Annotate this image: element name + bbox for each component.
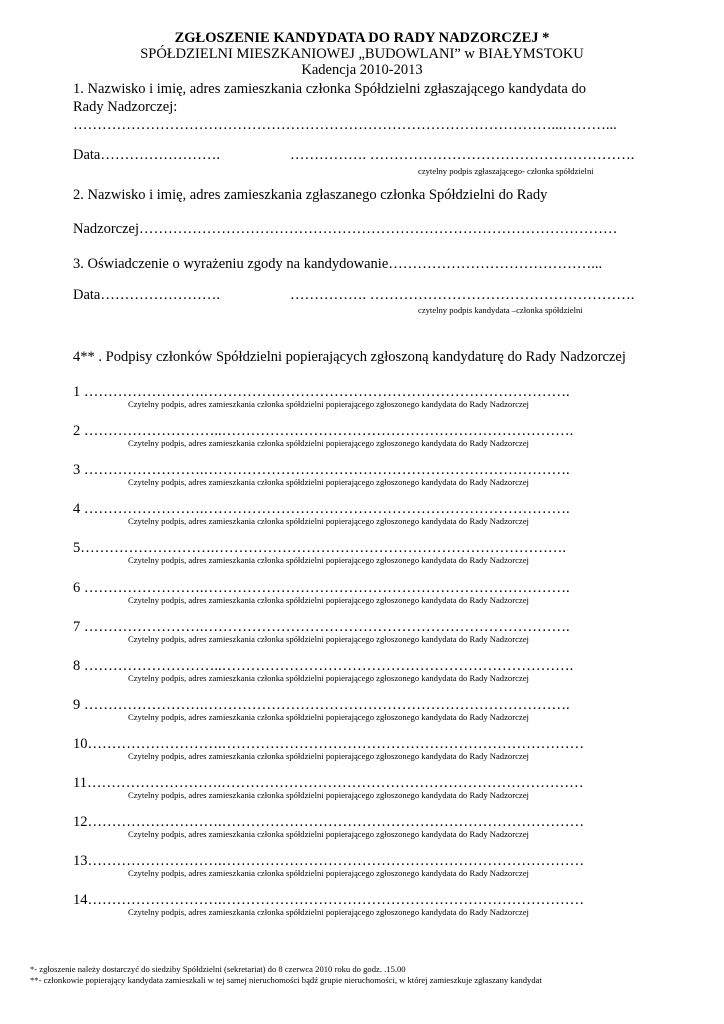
form-subtitle: SPÓŁDZIELNI MIESZKANIOWEJ „BUDOWLANI” w BIAŁYMSTOKU <box>140 46 584 62</box>
row-number: 12 <box>73 814 88 831</box>
section3-label[interactable]: 3. Oświadczenie o wyrażeniu zgody na kandydowanie……………………………………... <box>73 256 603 272</box>
row-number: 7 <box>73 618 81 635</box>
signature-fill-line[interactable]: …………………….…………………………………………………………………. <box>80 462 570 479</box>
signature-caption: Czytelny podpis, adres zamieszkania członka spółdzielni popierającego zgłoszonego kandydata do Rady Nadzorczej <box>128 790 529 800</box>
row-number: 13 <box>73 853 88 870</box>
section1-label: 1. Nazwisko i imię, adres zamieszkania członka Spółdzielni zgłaszającego kandydata do <box>73 81 586 97</box>
signature-fill-line[interactable]: ……………………….………………………………………………………………… <box>87 814 585 831</box>
signature-caption: Czytelny podpis, adres zamieszkania członka spółdzielni popierającego zgłoszonego kandydata do Rady Nadzorczej <box>128 829 529 840</box>
row-number: 10 <box>73 735 88 752</box>
row-number: 2 <box>73 423 81 440</box>
row-number: 1 <box>73 384 81 400</box>
signature-fill-line[interactable]: ……………………….………………………………………………………………… <box>87 853 585 870</box>
signature-caption: Czytelny podpis, adres zamieszkania członka spółdzielni popierającego zgłoszonego kandydata do Rady Nadzorczej <box>128 711 529 722</box>
row-number: 11 <box>73 775 87 791</box>
row-number: 3 <box>73 462 81 479</box>
section3-signature-field[interactable]: ……………. ………………………………………………. <box>290 287 635 303</box>
signature-fill-line[interactable]: …………………….…………………………………………………………………. <box>80 618 570 635</box>
form-term: Kadencja 2010-2013 <box>301 62 423 78</box>
row-number: 14 <box>73 892 88 909</box>
section1-label-cont: Rady Nadzorczej: <box>73 99 178 115</box>
signature-fill-line[interactable]: ………………………..………………………………………………………………. <box>80 657 574 674</box>
section1-signature-field[interactable]: ……………. ………………………………………………. <box>290 147 635 163</box>
signature-caption: Czytelny podpis, adres zamieszkania członka spółdzielni popierającego zgłoszonego kandydata do Rady Nadzorczej <box>128 438 529 449</box>
signature-caption: Czytelny podpis, adres zamieszkania członka spółdzielni popierającego zgłoszonego kandydata do Rady Nadzorczej <box>128 868 529 879</box>
signature-caption: Czytelny podpis, adres zamieszkania członka spółdzielni popierającego zgłoszonego kandydata do Rady Nadzorczej <box>128 555 529 566</box>
signature-caption: Czytelny podpis, adres zamieszkania członka spółdzielni popierającego zgłoszonego kandydata do Rady Nadzorczej <box>128 399 529 409</box>
signature-fill-line[interactable]: ……………………….………………………………………………………………… <box>86 775 584 791</box>
signature-fill-line[interactable]: ……………………….………………………………………………………………… <box>87 735 585 752</box>
section2-fill-line[interactable]: Nadzorczej……………………………………………………………………………………… <box>73 221 618 237</box>
section4-heading: 4** . Podpisy członków Spółdzielni popierających zgłoszoną kandydaturę do Rady Nadzorczej <box>73 349 626 365</box>
signature-caption: Czytelny podpis, adres zamieszkania członka spółdzielni popierającego zgłoszonego kandydata do Rady Nadzorczej <box>128 750 529 761</box>
signature-caption: Czytelny podpis, adres zamieszkania członka spółdzielni popierającego zgłoszonego kandydata do Rady Nadzorczej <box>128 516 529 527</box>
section3-signature-caption: czytelny podpis kandydata –członka spółdzielni <box>418 305 583 315</box>
signature-fill-line[interactable]: ……………………….………………………………………………………………. <box>80 540 566 557</box>
signature-fill-line[interactable]: ………………………..………………………………………………………………. <box>80 423 574 440</box>
section3-date-field[interactable]: Data……………………. <box>73 287 220 303</box>
signature-fill-line[interactable]: …………………….…………………………………………………………………. <box>80 384 570 400</box>
signature-caption: Czytelny podpis, adres zamieszkania członka spółdzielni popierającego zgłoszonego kandydata do Rady Nadzorczej <box>128 594 529 605</box>
footnote-2: **- członkowie popierający kandydata zamieszkali w tej samej nieruchomości bądź grupie nieruchomości, w której zamieszkuje zgłaszany kandydat <box>30 975 542 985</box>
signature-caption: Czytelny podpis, adres zamieszkania członka spółdzielni popierającego zgłoszonego kandydata do Rady Nadzorczej <box>128 633 529 644</box>
signature-fill-line[interactable]: …………………….…………………………………………………………………. <box>80 501 570 518</box>
row-number: 4 <box>73 501 81 518</box>
section2-label: 2. Nazwisko i imię, adres zamieszkania zgłaszanego członka Spółdzielni do Rady <box>73 187 548 203</box>
signature-caption: Czytelny podpis, adres zamieszkania członka spółdzielni popierającego zgłoszonego kandydata do Rady Nadzorczej <box>128 477 529 488</box>
section1-fill-line[interactable]: ………………………………………………………………………………………...………... <box>73 117 617 133</box>
row-number: 5 <box>73 540 81 557</box>
signature-caption: Czytelny podpis, adres zamieszkania członka spółdzielni popierającego zgłoszonego kandydata do Rady Nadzorczej <box>128 672 529 683</box>
form-title: ZGŁOSZENIE KANDYDATA DO RADY NADZORCZEJ * <box>174 30 550 46</box>
signature-fill-line[interactable]: …………………….…………………………………………………………………. <box>80 579 570 596</box>
section1-signature-caption: czytelny podpis zgłaszającego- członka spółdzielni <box>418 166 594 176</box>
signature-fill-line[interactable]: ……………………….………………………………………………………………… <box>87 892 585 909</box>
footnote-1: *- zgłoszenie należy dostarczyć do siedziby Spółdzielni (sekretariat) do 8 czerwca 2010 roku do godz. .15.00 <box>30 964 406 974</box>
signature-fill-line[interactable]: …………………….…………………………………………………………………. <box>80 696 570 713</box>
row-number: 9 <box>73 696 81 713</box>
section1-date-field[interactable]: Data……………………. <box>73 147 220 163</box>
signature-caption: Czytelny podpis, adres zamieszkania członka spółdzielni popierającego zgłoszonego kandydata do Rady Nadzorczej <box>128 907 529 918</box>
row-number: 6 <box>73 579 81 596</box>
row-number: 8 <box>73 657 81 674</box>
